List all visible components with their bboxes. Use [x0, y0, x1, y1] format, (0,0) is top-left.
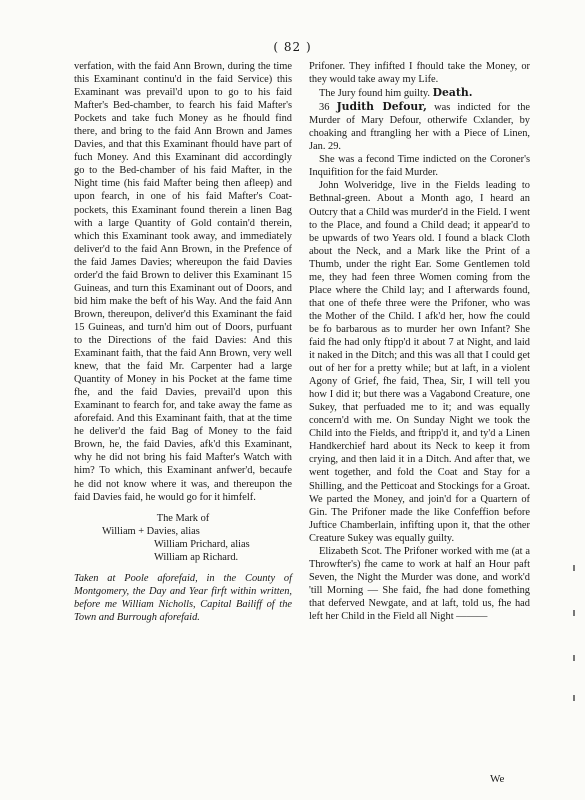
taken-before-statement: Taken at Poole aforefaid, in the County of Montgomery, the Day and Year firft within written, before me William Nicholls, Capital Bailiff of the Town and Burrough aforefaid.: [74, 572, 292, 623]
right-column: [309, 60, 530, 623]
scan-mark: [573, 610, 575, 616]
mark-line-4: William ap Richard.: [154, 551, 239, 563]
case-text: was indicted for the Murder of Mary Defour, otherwife Cxlander, by choaking and ftrangling her with a Piece of Linen, Jan. 29.: [309, 102, 531, 153]
examination-paragraph: verfation, with the faid Ann Brown, during the time this Examinant continu'd in the faid Service) this Examinant was prevail'd upon to go to his faid Mafter's Bed-chamber, to fearch his faid Mafter's Pockets and take fuch Money as he fhould find there, and bring to the faid Ann Brown and James Davies, and that this Examinant fhould have part of fuch Money. And this Examinant did accordingly go to the Bed-chamber of his faid Mafter, in the Night time (his faid Mafter being then afleep) and upon fearch, in one of his faid Mafter's Coat-pockets, this Examinant found therein a linen Bag with a large Quantity of Gold contain'd therein, which this Examinant took away, and immediately deliver'd to the faid Ann Brown, in the Prefence of the faid James Davies; whereupon the faid Davies order'd the faid Brown to deliver this Examinant 15 Guineas, and turn this Examinant out of Doors, and bid him make the beft of his Way. And the faid Ann Brown, thereupon, deliver'd this Examinant the faid 15 Guineas, and turn'd him out of Doors, purfuant to the Directions of the faid Davies: And this Examinant faith, that the faid Ann Brown, very well knew, that the faid Mr. Carpenter had a large Quantity of Money in his Pocket at the fame time fhe, and the faid Davies, prevail'd upon this Examinant to fearch for, and take away the fame as aforefaid. And this Examinant faith, that at the time he deliver'd the faid Bag of Money to the faid Brown, he, the faid Davies, afk'd this Examinant, why he did not bring his faid Mafter's Watch with him? To which, this Examinant anfwer'd, becaufe he did not know where it was, and thereupon the faid Davies faid, he would go for it himfelf.: [74, 61, 292, 503]
signature-mark: [74, 512, 292, 564]
page-number: ( 82 ): [273, 40, 312, 54]
scan-mark: [573, 655, 575, 661]
verdict-text: The Jury found him guilty.: [319, 88, 431, 100]
case-name: Judith Defour,: [336, 100, 427, 114]
verdict-mark: Death.: [432, 86, 473, 100]
mark-line-2: William + Davies, alias: [102, 525, 200, 537]
mark-line-3: William Prichard, alias: [154, 538, 250, 550]
catchword: We: [490, 773, 505, 785]
scan-mark: [573, 695, 575, 701]
prisoner-statement: Prifoner. They infifted I fhould take the Money, or they would take away my Life.: [309, 61, 530, 86]
witness-scot: Elizabeth Scot. The Prifoner worked with me (at a Throwfter's) fhe came to work at half an Hour paft Seven, the Night the Murder was done, and work'd 'till Morning — She faid, fhe had done fomething that deferved Newgate, and at laft, told us, fhe had left her Child in the Field all Night ———: [309, 545, 530, 622]
scan-mark: [573, 565, 575, 571]
second-indictment: She was a fecond Time indicted on the Coroner's Inquifition for the faid Murder.: [309, 154, 530, 179]
witness-wolveridge: John Wolveridge, live in the Fields leading to Bethnal-green. About a Month ago, I heard an Outcry that a Child was murder'd in the Field. I went to the Place, and found a Child dead; it appear'd to be upwards of two Years old. I found a black Cloth about the Neck, and a Mark like the Print of a Thumb, under the right Ear. Some Gentlemen told me, they had feen three Women coming from the Place where the Child lay; and I afterwards found, that one of thefe three were the Prifoner, who was the Mother of the Child. I afk'd her, how fhe could be fo barbarous as to murder her own Infant? She faid fhe had only ftipp'd it about 7 at Night, and laid it naked in the Ditch; and this was all that I could get out of her for a pretty while; but at laft, in a violent Agony of Grief, fhe faid, Thea, Sir, I will tell you how I did it; but there was a Vagabond Creature, one Sukey, that perfuaded me to it; and was equally concern'd with me. On Sunday Night we took the Child into the Fields, and ftripp'd it, and ty'd a Linen Handkerchief hard about its Neck to keep it from crying, and then laid it in a Ditch. And after that, we went together, and fold the Coat and Stay for a Shilling, and the Petticoat and Stockings for a Groat. We parted the Money, and join'd for a Quartern of Gin. The Prifoner made the like Confeffion before Juftice Chamberlain, infifting upon it, that the other Creature Sukey was equally guilty.: [309, 180, 530, 544]
case-number: 36: [319, 102, 330, 114]
mark-line-1: The Mark of: [156, 512, 210, 524]
case-heading: [309, 100, 530, 153]
left-column: [74, 60, 292, 624]
verdict-line: [309, 86, 530, 100]
